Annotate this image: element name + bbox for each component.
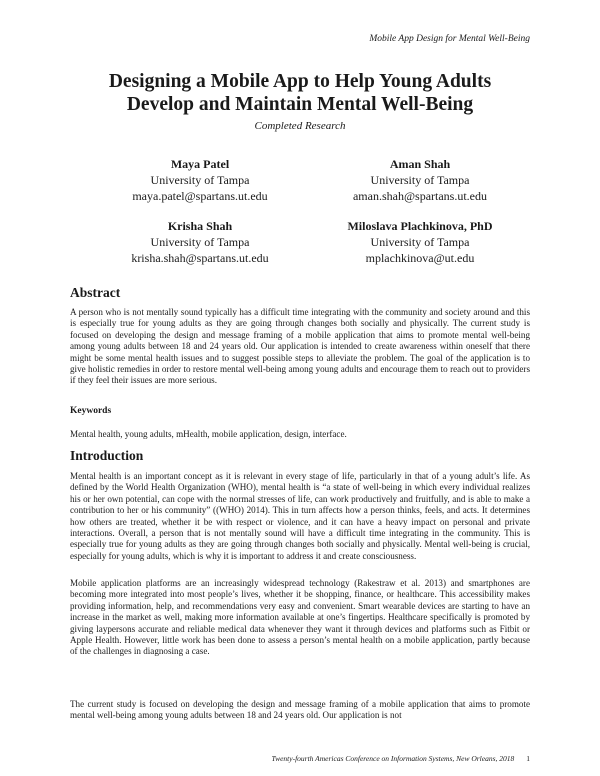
author-email: aman.shah@spartans.ut.edu <box>352 189 487 203</box>
author-name: Krisha Shah <box>167 219 233 233</box>
author-email: maya.patel@spartans.ut.edu <box>132 189 268 203</box>
intro-paragraph-1: Mental health is an important concept as it is relevant in every stage of life, particularly in that of a young adult’s life. As defined by the World Health Organization (WHO), mental health is “a state of well-being in which every individual realizes his or her own potential, can cope with the normal stresses of life, can work productively and fruitfully, and is able to make a contribution to her or his community” ((WHO) 2014). This in turn affects how a person thinks, feels, and acts. It determines how others are treated, whether it be with respect or violence, and it can have a heavy impact on personal and private interactions. Overall, a person that is not mentally sound will have a difficult time integrating in the community. This is especially true for young adults as they are going through changes both socially and physically. Mental well-being is crucial, especially for young adults, which is why it is important to address it and create consciousness. <box>70 471 530 561</box>
intro-paragraph-2: Mobile application platforms are an increasingly widespread technology (Rakestraw et al. 2013) and smartphones are becoming more integrated into most people’s lives, whether it be shopping, finance, or healthcare. This accessibility makes providing information, help, and recommendations very easy and convenient. Smart wearable devices are starting to have an increase in the market as well, making more information available at one’s fingertips. Healthcare specifically is promoted by giving laypersons accurate and reliable medical data whenever they want it through devices and platforms such as Fitbit or Apple Health. However, little work has been done to assess a person’s mental health on a mobile application, partly because of the challenges in diagnosing a case. <box>70 578 530 657</box>
author-name: Aman Shah <box>389 157 451 171</box>
author-affiliation: University of Tampa <box>150 173 250 187</box>
running-head: Mobile App Design for Mental Well-Being <box>369 34 530 44</box>
footer-conference: Twenty-fourth Americas Conference on Information Systems, New Orleans, 2018 <box>271 754 515 763</box>
author-block <box>80 156 320 204</box>
author-affiliation: University of Tampa <box>370 235 470 249</box>
author-block <box>80 218 320 266</box>
abstract-heading: Abstract <box>70 285 121 300</box>
introduction-heading: Introduction <box>70 448 144 463</box>
author-name: Maya Patel <box>170 157 230 171</box>
author-email: krisha.shah@spartans.ut.edu <box>131 251 269 265</box>
abstract-text: A person who is not mentally sound typically has a difficult time integrating with the community and society around and this is especially true for young adults as they are going through changes both socially and physically. The current study is focused on developing the design and message framing of a mobile application that aims to promote mental well-being among young adults between 18 and 24 years old. Our application is intended to create awareness within oneself that there might be some mental health issues and to suggest possible steps to alleviate the problem. The goal of the application is to give holistic remedies in order to restore mental well-being among young adults and encourage them to reach out to providers if they feel their issues are more serious. <box>70 307 530 386</box>
author-block <box>300 218 540 266</box>
intro-paragraph-3: The current study is focused on developing the design and message framing of a mobile application that aims to promote mental well-being among young adults between 18 and 24 years old. Our application is not <box>70 699 530 721</box>
author-affiliation: University of Tampa <box>150 235 250 249</box>
keywords-text: Mental health, young adults, mHealth, mobile application, design, interface. <box>70 429 347 439</box>
author-name: Miloslava Plachkinova, PhD <box>347 219 493 233</box>
title-line-1: Designing a Mobile App to Help Young Adults <box>108 71 492 92</box>
author-affiliation: University of Tampa <box>370 173 470 187</box>
paper-title <box>40 70 560 116</box>
paper-type: Completed Research <box>254 120 346 132</box>
title-line-2: Develop and Maintain Mental Well-Being <box>126 94 474 115</box>
page-footer <box>271 754 530 763</box>
author-block <box>300 156 540 204</box>
keywords-heading: Keywords <box>70 406 112 416</box>
page-number: 1 <box>526 754 530 763</box>
author-email: mplachkinova@ut.edu <box>365 251 475 265</box>
